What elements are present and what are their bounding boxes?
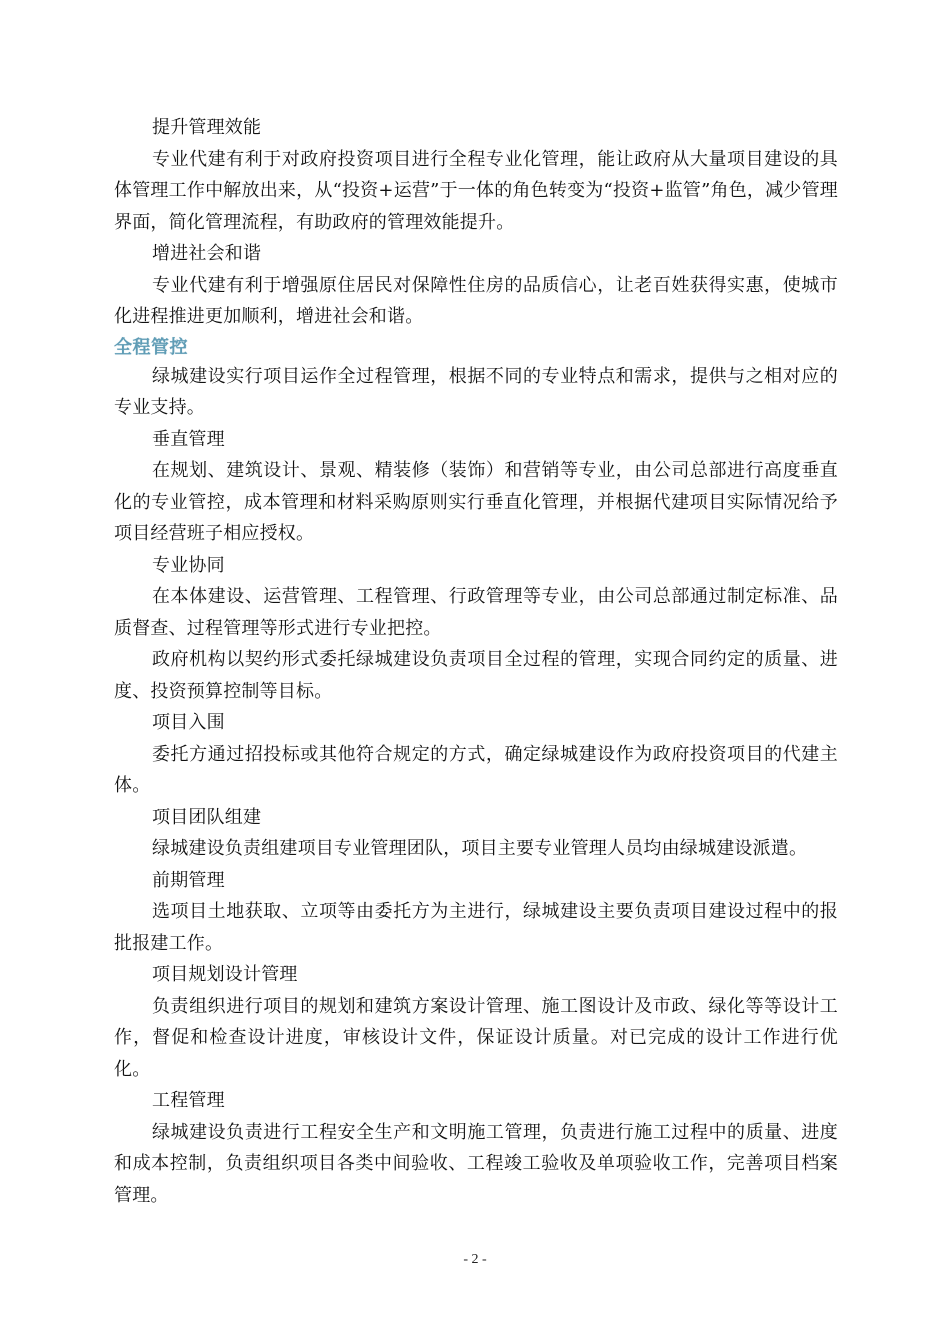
heading-engineering-management: 工程管理	[152, 1090, 225, 1111]
heading-improve-efficiency: 提升管理效能	[152, 117, 262, 138]
paragraph: 绿城建设负责进行工程安全生产和文明施工管理，负责进行施工过程中的质量、进度和成本控制，负责组织项目各类中间验收、工程竣工验收及单项验收工作，完善项目档案管理。	[114, 1121, 838, 1206]
paragraph: 选项目土地获取、立项等由委托方为主进行，绿城建设主要负责项目建设过程中的报批报建工作。	[114, 901, 838, 954]
paragraph: 在本体建设、运营管理、工程管理、行政管理等专业，由公司总部通过制定标准、品质督查、过程管理等形式进行专业把控。	[114, 586, 838, 639]
paragraph: 负责组织进行项目的规划和建筑方案设计管理、施工图设计及市政、绿化等等设计工作，督促和检查设计进度，审核设计文件，保证设计质量。对已完成的设计工作进行优化。	[114, 995, 838, 1080]
heading-preliminary-management: 前期管理	[152, 869, 225, 891]
heading-team-building: 项目团队组建	[152, 806, 262, 828]
paragraph: 绿城建设实行项目运作全过程管理，根据不同的专业特点和需求，提供与之相对应的专业支持。	[114, 365, 838, 418]
heading-social-harmony: 增进社会和谐	[152, 243, 262, 264]
heading-vertical-management: 垂直管理	[152, 428, 225, 450]
heading-planning-design-management: 项目规划设计管理	[152, 964, 298, 985]
paragraph: 委托方通过招投标或其他符合规定的方式，确定绿城建设作为政府投资项目的代建主体。	[114, 743, 838, 796]
heading-project-shortlist: 项目入围	[152, 712, 225, 733]
section-title-full-control: 全程管控	[114, 336, 188, 358]
document-body	[114, 112, 838, 1211]
paragraph: 专业代建有利于增强原住居民对保障性住房的品质信心，让老百姓获得实惠，使城市化进程推进更加顺利，增进社会和谐。	[114, 274, 838, 327]
paragraph: 在规划、建筑设计、景观、精装修（装饰）和营销等专业，由公司总部进行高度垂直化的专业管控，成本管理和材料采购原则实行垂直化管理，并根据代建项目实际情况给予项目经营班子相应授权。	[114, 460, 838, 544]
paragraph: 绿城建设负责组建项目专业管理团队，项目主要专业管理人员均由绿城建设派遣。	[152, 838, 808, 859]
heading-professional-coordination: 专业协同	[152, 554, 225, 576]
page-number: - 2 -	[463, 1252, 487, 1267]
paragraph: 政府机构以契约形式委托绿城建设负责项目全过程的管理，实现合同约定的质量、进度、投资预算控制等目标。	[114, 649, 838, 702]
paragraph: 专业代建有利于对政府投资项目进行全程专业化管理，能让政府从大量项目建设的具体管理工作中解放出来，从“投资+运营”于一体的角色转变为“投资+监管”角色，减少管理界面，简化管理流程，有助政府的管理效能提升。	[114, 148, 838, 233]
